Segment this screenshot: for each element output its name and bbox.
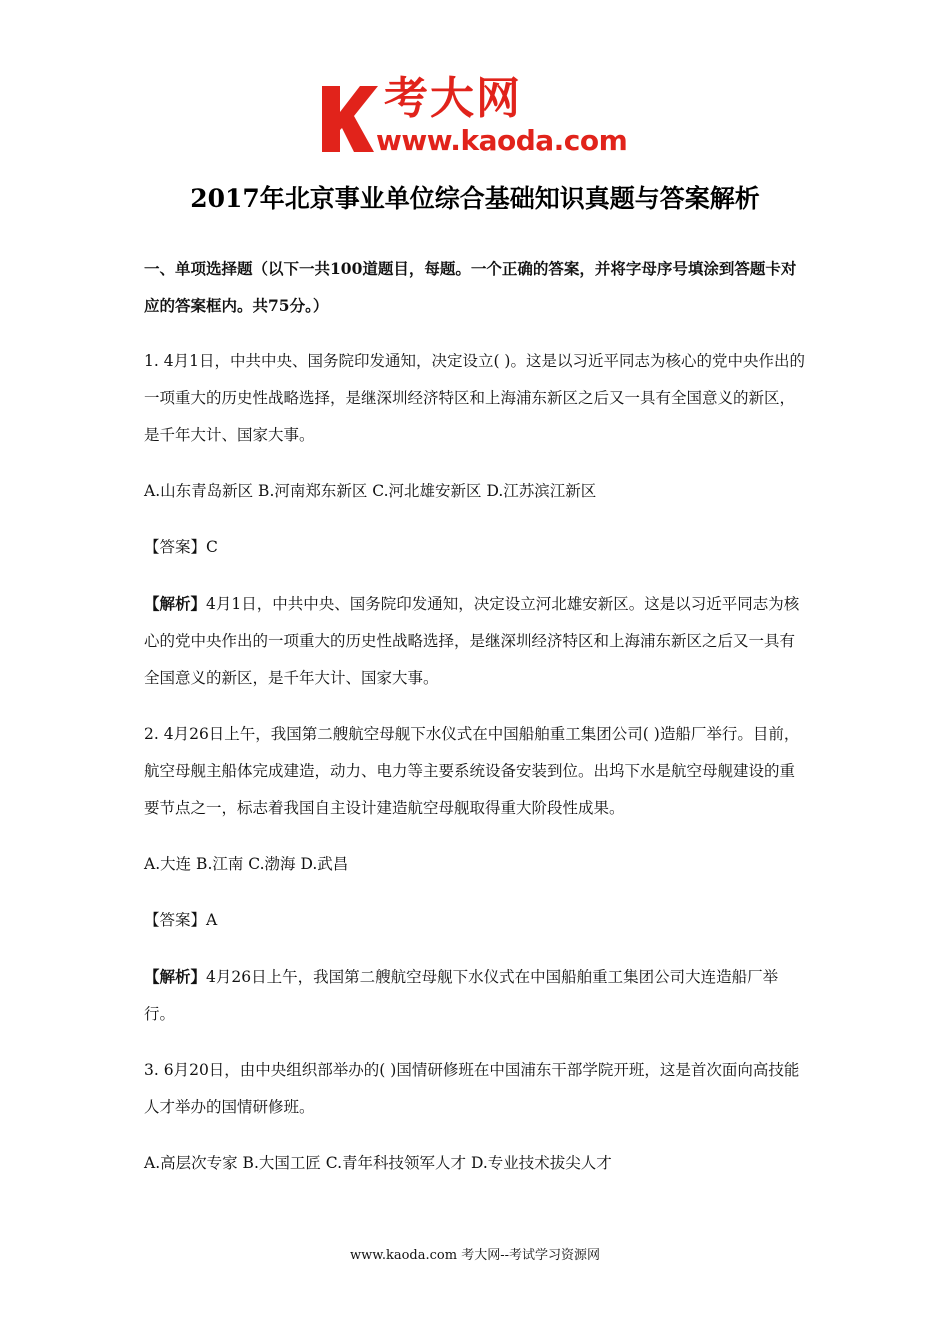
question-options: A.高层次专家 B.大国工匠 C.青年科技领军人才 D.专业技术拔尖人才 xyxy=(144,1154,612,1172)
analysis-label: 【解析】 xyxy=(144,594,207,613)
site-logo[interactable] xyxy=(318,73,648,160)
analysis-text: 4月1日，中共中央、国务院印发通知，决定设立河北雄安新区。这是以习近平同志为核心的党中央作出的一项重大的历史性战略选择，是继深圳经济特区和上海浦东新区之后又一具有全国意义的新区，是千年大计、国家大事。 xyxy=(144,595,800,687)
answer-value: A xyxy=(206,911,218,929)
logo-url: www.kaoda.com xyxy=(376,124,628,157)
logo-name: 考大网 xyxy=(384,73,522,124)
k-logo-icon xyxy=(318,82,378,154)
answer-label: 【答案】 xyxy=(144,911,207,929)
section-heading: 一、单项选择题（以下一共100道题目，每题。一个正确的答案，并将字母序号填涂到答题卡对应的答案框内。共75分。） xyxy=(144,259,797,315)
answer-line xyxy=(144,529,808,566)
question-options: A.大连 B.江南 C.渤海 D.武昌 xyxy=(144,855,349,873)
question-stem: 1. 4月1日，中共中央、国务院印发通知，决定设立( )。这是以习近平同志为核心的党中央作出的一项重大的历史性战略选择，是继深圳经济特区和上海浦东新区之后又一具有全国意义的新区，是千年大计、国家大事。 xyxy=(144,352,805,444)
question-stem: 3. 6月20日，由中央组织部举办的( )国情研修班在中国浦东干部学院开班，这是首次面向高技能人才举办的国情研修班。 xyxy=(144,1061,800,1116)
document-title: 2017年北京事业单位综合基础知识真题与答案解析 xyxy=(190,184,760,213)
analysis-text: 4月26日上午，我国第二艘航空母舰下水仪式在中国船舶重工集团公司大连造船厂举行。 xyxy=(144,968,779,1023)
answer-value: C xyxy=(206,538,218,556)
document-body xyxy=(144,250,808,1201)
analysis-line xyxy=(144,958,808,1033)
question-options: A.山东青岛新区 B.河南郑东新区 C.河北雄安新区 D.江苏滨江新区 xyxy=(144,482,597,500)
page-footer[interactable]: www.kaoda.com 考大网--考试学习资源网 xyxy=(350,1248,600,1263)
answer-line xyxy=(144,902,808,939)
analysis-label: 【解析】 xyxy=(144,967,207,986)
question-stem: 2. 4月26日上午，我国第二艘航空母舰下水仪式在中国船舶重工集团公司( )造船厂举行。目前，航空母舰主船体完成建造，动力、电力等主要系统设备安装到位。出坞下水是航空母舰建设的重要节点之一，标志着我国自主设计建造航空母舰取得重大阶段性成果。 xyxy=(144,725,800,817)
answer-label: 【答案】 xyxy=(144,538,207,556)
analysis-line xyxy=(144,585,808,697)
